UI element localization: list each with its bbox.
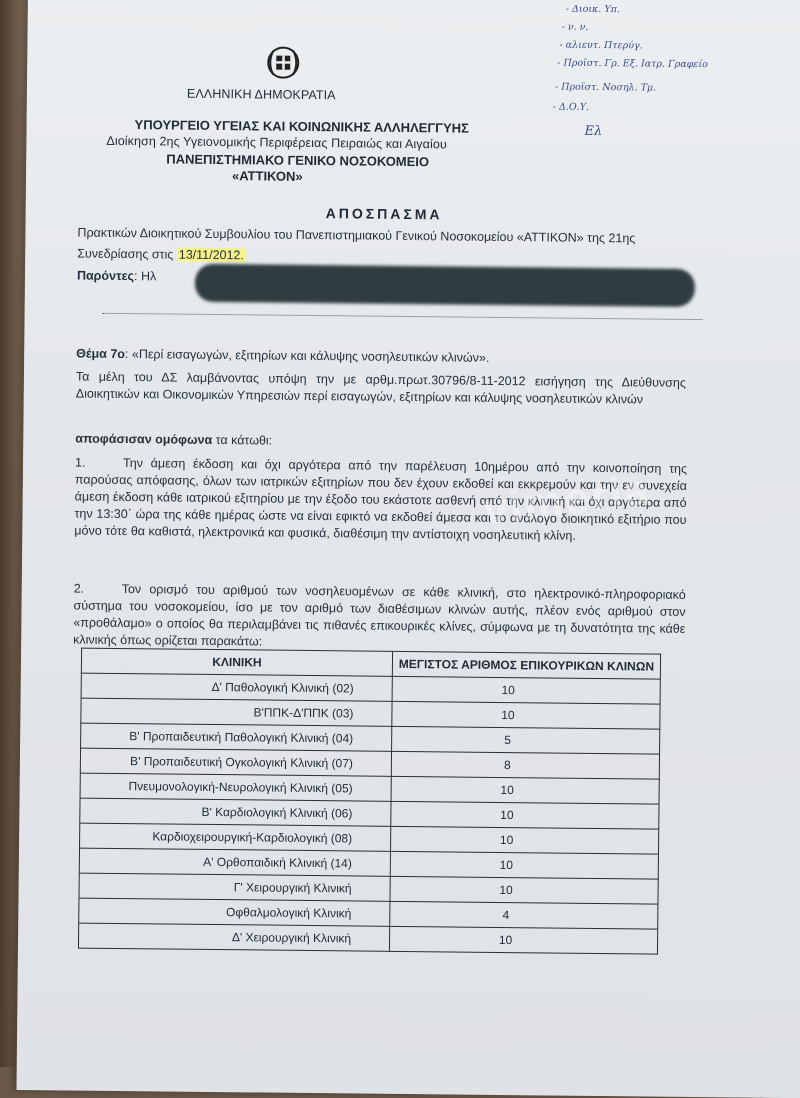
max-beds-cell: 10 <box>392 676 660 704</box>
session-prefix: Συνεδρίασης στις <box>77 246 174 262</box>
greek-coat-of-arms-icon <box>263 42 303 82</box>
handwritten-note: - ν. ν. <box>561 21 589 33</box>
max-beds-cell: 5 <box>392 726 660 754</box>
max-beds-cell: 10 <box>391 801 659 829</box>
decision-line <box>75 431 272 450</box>
max-beds-cell: 10 <box>391 826 659 854</box>
column-header-clinic: ΚΛΙΝΙΚΗ <box>81 648 392 676</box>
max-beds-cell: 10 <box>389 926 657 954</box>
handwritten-note: - Δ.Ο.Υ. <box>552 101 590 113</box>
present-line <box>77 268 156 286</box>
max-beds-cell: 10 <box>391 776 659 804</box>
item2-paragraph: Τον ορισμό του αριθμού των νοσηλευομένων σε κάθε κλινική, στο ηλεκτρονικό-πληροφοριακό σύστημα του νοσοκομείου, ίσο με τον αριθμό των διαθέσιμων κλινών αυτής, πλέον ενός αριθμού στον «προθάλαμο» ο οποίος θα περιλαμβάνει τις πιθανές επικουρικές κλίνες, σύμφωνα με τη δυνατότητα της κάθε κλινικής όπως ορίζεται παρακάτω: <box>73 582 686 649</box>
clinic-cell: Καρδιοχειρουργική-Καρδιολογική (08) <box>80 823 391 851</box>
handwritten-note: - αλιευτ. Πτερύγ. <box>559 39 643 52</box>
clinic-cell: Β' Προπαιδευτική Παθολογική Κλινική (04) <box>81 723 392 751</box>
item1-paragraph: Την άμεση έκδοση και όχι αργότερα από την παρέλευση 10ημέρου από την κοινοποίηση της παρούσας απόφασης, όλων των ιατρικών εξιτηρίων που δεν έχουν εκδοθεί και εκκρεμούν και την εν συνεχεία άμεση έκδοση κάθε ιατρικού εξιτηρίου με την έξοδο του εκάστοτε ασθενή από την κλινική και όχι αργότερα από την 13:30΄ ώρα της κάθε ημέρας ώστε να είναι εφικτό να εκδοθεί άμεσα και το ανάλογο διοικητικό εξιτήριο που μόνο τότε θα καθιστά, ηλεκτρονικά και φυσικά, διαθέσιμη την αντίστοιχη νοσηλευτική κλίνη. <box>74 456 688 543</box>
max-beds-cell: 10 <box>390 876 658 904</box>
max-beds-cell: 8 <box>391 751 659 779</box>
hospital-name-label: «ΑΤΤΙΚΟΝ» <box>231 168 303 184</box>
clinic-cell: Οφθαλμολογική Κλινική <box>79 898 390 926</box>
hospital-label: ΠΑΝΕΠΙΣΤΗΜΙΑΚΟ ΓΕΝΙΚΟ ΝΟΣΟΚΟΜΕΙΟ <box>166 151 430 170</box>
table-row <box>78 923 657 954</box>
item2-number: 2. <box>73 581 85 596</box>
intro-paragraph: Τα μέλη του ΔΣ λαμβάνοντας υπόψη την με αρθμ.πρωτ.30796/8-11-2012 εισήγηση της Διεύθυνσης Διοικητικών και Οικονομικών Υπηρεσιών περί εισαγωγών, εξιτηρίων και κάλυψης νοσηλευτικών κλινών <box>75 369 686 407</box>
subject-text: : «Περί εισαγωγών, εξιτηρίων και κάλυψης νοσηλευτικών κλινών». <box>124 347 490 365</box>
dotted-divider <box>103 313 703 320</box>
clinic-cell: Δ' Παθολογική Κλινική (02) <box>81 673 392 701</box>
clinic-cell: Α' Ορθοπαιδική Κλινική (14) <box>79 848 390 876</box>
clinic-cell: Β' Προπαιδευτική Ογκολογική Κλινική (07) <box>80 748 391 776</box>
max-beds-cell: 10 <box>392 701 660 729</box>
minutes-line: Πρακτικών Διοικητικού Συμβουλίου του Πανεπιστημιακού Γενικού Νοσοκομείου «ΑΤΤΙΚΟΝ» της 21ης <box>77 225 636 246</box>
decision-bold: αποφάσισαν ομόφωνα <box>75 431 213 447</box>
present-partial: : Ηλ <box>133 269 157 284</box>
clinic-cell: Δ' Χειρουργική Κλινική <box>78 923 389 951</box>
max-beds-cell: 10 <box>390 851 658 879</box>
subject-line <box>76 346 489 367</box>
document-page <box>16 0 800 1098</box>
clinic-cell: Β'ΠΠΚ-Δ'ΠΠΚ (03) <box>81 698 392 726</box>
redaction-mark <box>195 264 695 307</box>
max-beds-cell: 4 <box>390 901 658 929</box>
handwritten-note: - Προϊστ. Γρ. Εξ. Ιατρ. Γραφείο <box>557 57 708 71</box>
handwritten-note: - Διοικ. Υπ. <box>565 3 620 16</box>
clinic-cell: Γ' Χειρουργική Κλινική <box>79 873 390 901</box>
handwritten-note: - Προϊστ. Νοσηλ. Τμ. <box>554 81 657 94</box>
present-label: Παρόντες <box>76 268 135 284</box>
decision-rest: τα κάτωθι: <box>212 432 273 448</box>
document-title: ΑΠΟΣΠΑΣΜΑ <box>325 205 443 223</box>
item1-number: 1. <box>74 455 86 470</box>
auxiliary-beds-table <box>78 648 661 955</box>
clinic-cell: Β' Καρδιολογική Κλινική (06) <box>80 798 391 826</box>
session-line <box>77 246 246 265</box>
handwritten-note: Ελ <box>584 123 603 140</box>
clinic-cell: Πνευμονολογική-Νευρολογική Κλινική (05) <box>80 773 391 801</box>
column-header-max-beds: ΜΕΓΙΣΤΟΣ ΑΡΙΘΜΟΣ ΕΠΙΚΟΥΡΙΚΩΝ ΚΛΙΝΩΝ <box>392 651 660 679</box>
republic-label: ΕΛΛΗΝΙΚΗ ΔΗΜΟΚΡΑΤΙΑ <box>186 86 336 103</box>
watermark: vimeria <box>480 465 654 536</box>
session-date: 13/11/2012. <box>178 247 244 263</box>
directorate-label: Διοίκηση 2ης Υγειονομικής Περιφέρειας Πειραιώς και Αιγαίου <box>106 133 447 152</box>
ministry-label: ΥΠΟΥΡΓΕΙΟ ΥΓΕΙΑΣ ΚΑΙ ΚΟΙΝΩΝΙΚΗΣ ΑΛΛΗΛΕΓΓΥΗΣ <box>134 117 469 136</box>
subject-label: Θέμα 7ο <box>76 346 126 362</box>
